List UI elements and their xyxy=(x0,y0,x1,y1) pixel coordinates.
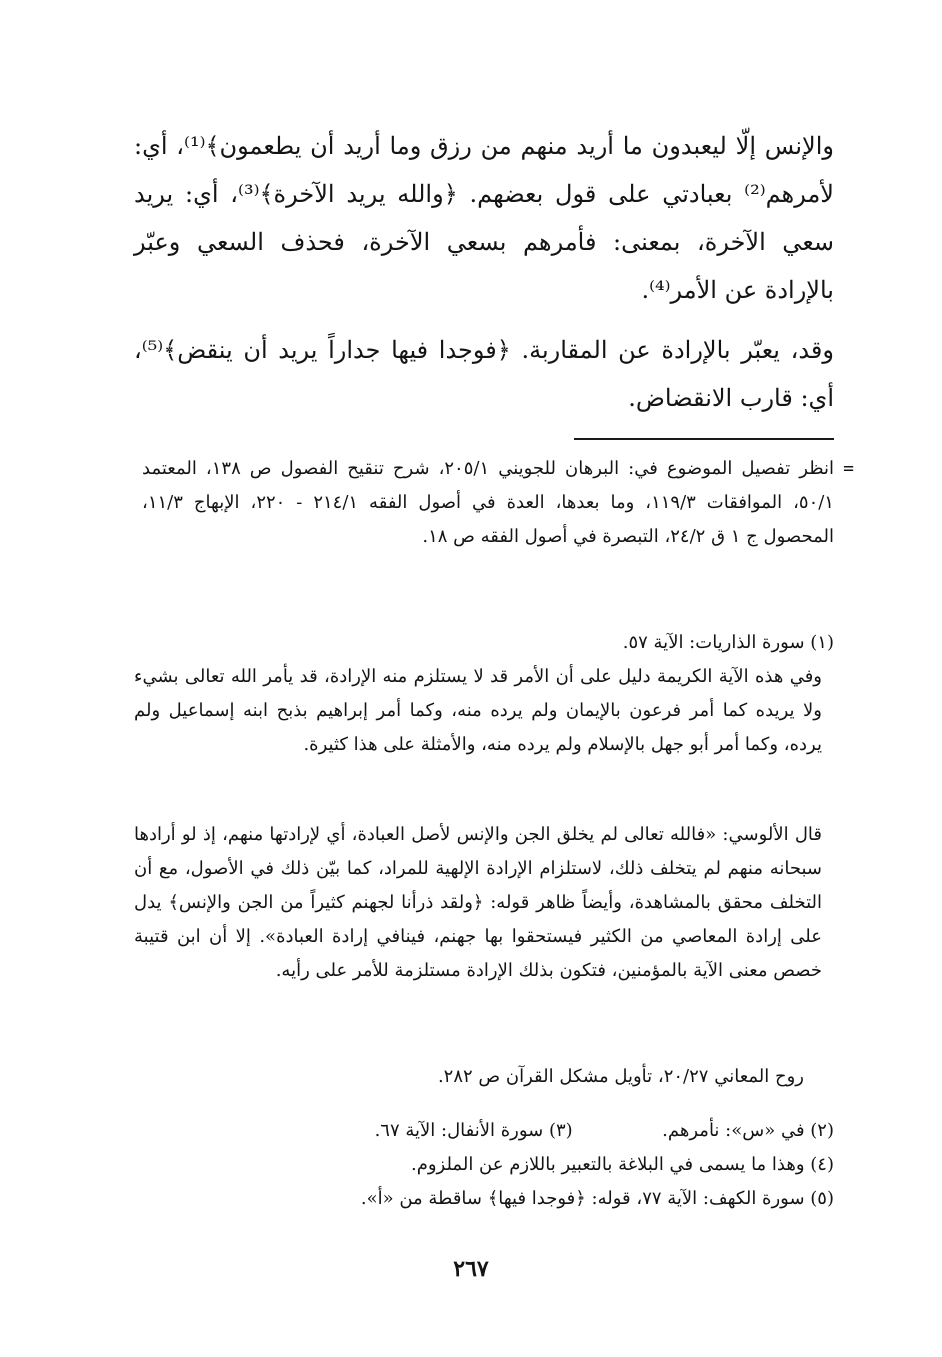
footnote-continuation xyxy=(142,452,834,554)
footnote-1-body xyxy=(134,660,834,762)
footnote-2: (٢) في «س»: نأمرهم. xyxy=(662,1120,834,1141)
footnote-1-quote-text: قال الألوسي: «فالله تعالى لم يخلق الجن والإنس لأصل العبادة، أي لإرادتها منهم، إذ لو أرادها سبحانه منهم لم يتخلف ذلك، لاستلزام الإرادة الإلهية للمراد، كما بيّن ذلك في الأصول، مع أن التخلف محقق بالمشاهدة، وأيضاً ظاهر قوله: ﴿ولقد ذرأنا لجهنم كثيراً من الجن والإنس﴾ يدل على إرادة المعاصي من الكثير فيستحقوا بها جهنم، فينافي إرادة العبادة». إلا أن ابن قتيبة خصص معنى الآية بالمؤمنين، فتكون بذلك الإرادة مستلزمة للأمر على رأيه. xyxy=(134,824,822,981)
page-number: ٢٦٧ xyxy=(453,1256,489,1282)
footnote-1-body-text: وفي هذه الآية الكريمة دليل على أن الأمر قد لا يستلزم منه الإرادة، قد يأمر الله تعالى بشيء ولا يريده كما أمر فرعون بالإيمان ولم يرده منه، وكما أمر إبراهيم بذبح ابنه إسماعيل ولم يرده، وكما أمر أبو جهل بالإسلام ولم يرده منه، والأمثلة على هذا كثيرة. xyxy=(134,666,822,755)
footnote-1-source-text: روح المعاني ٢٠/٢٧، تأويل مشكل القرآن ص ٢٨٢. xyxy=(437,1066,804,1087)
footnote-continuation-mark: = xyxy=(843,458,854,479)
footnote-1-source xyxy=(134,1060,834,1094)
footnote-3: (٣) سورة الأنفال: الآية ٦٧. xyxy=(374,1120,573,1141)
footnotes-2-3 xyxy=(134,1114,834,1148)
main-paragraph-2: وقد، يعبّر بالإرادة عن المقاربة. ﴿فوجدا فيها جداراً يريد أن ينقض﴾⁽⁵⁾، أي: قارب الانقضاض. xyxy=(134,336,834,412)
footnote-4 xyxy=(134,1148,834,1182)
main-text xyxy=(134,122,834,422)
footnote-continuation-text: انظر تفصيل الموضوع في: البرهان للجويني ٢٠٥/١، شرح تنقيح الفصول ص ١٣٨، المعتمد ٥٠/١، الموافقات ١١٩/٣، وما بعدها، العدة في أصول الفقه ٢١٤/١ - ٢٢٠، الإبهاج ١١/٣، المحصول ج ١ ق ٢٤/٢، التبصرة في أصول الفقه ص ١٨. xyxy=(142,458,834,547)
main-paragraph-1: والإنس إلّا ليعبدون ما أريد منهم من رزق وما أريد أن يطعمون﴾⁽¹⁾، أي: لأمرهم⁽²⁾ بعبادتي على قول بعضهم. ﴿والله يريد الآخرة﴾⁽³⁾، أي: يريد سعي الآخرة، بمعنى: فأمرهم بسعي الآخرة، فحذف السعي وعبّر بالإرادة عن الأمر⁽⁴⁾. xyxy=(134,132,834,304)
footnote-4-text: (٤) وهذا ما يسمى في البلاغة بالتعبير باللازم عن الملزوم. xyxy=(410,1154,834,1175)
footnote-1-title: (١) سورة الذاريات: الآية ٥٧. xyxy=(622,632,834,653)
footnote-separator xyxy=(574,438,834,440)
footnote-1 xyxy=(134,626,834,660)
footnote-5 xyxy=(134,1182,834,1216)
footnote-5-text: (٥) سورة الكهف: الآية ٧٧، قوله: ﴿فوجدا فيها﴾ ساقطة من «أ». xyxy=(360,1188,834,1209)
footnote-1-quote xyxy=(134,818,834,988)
